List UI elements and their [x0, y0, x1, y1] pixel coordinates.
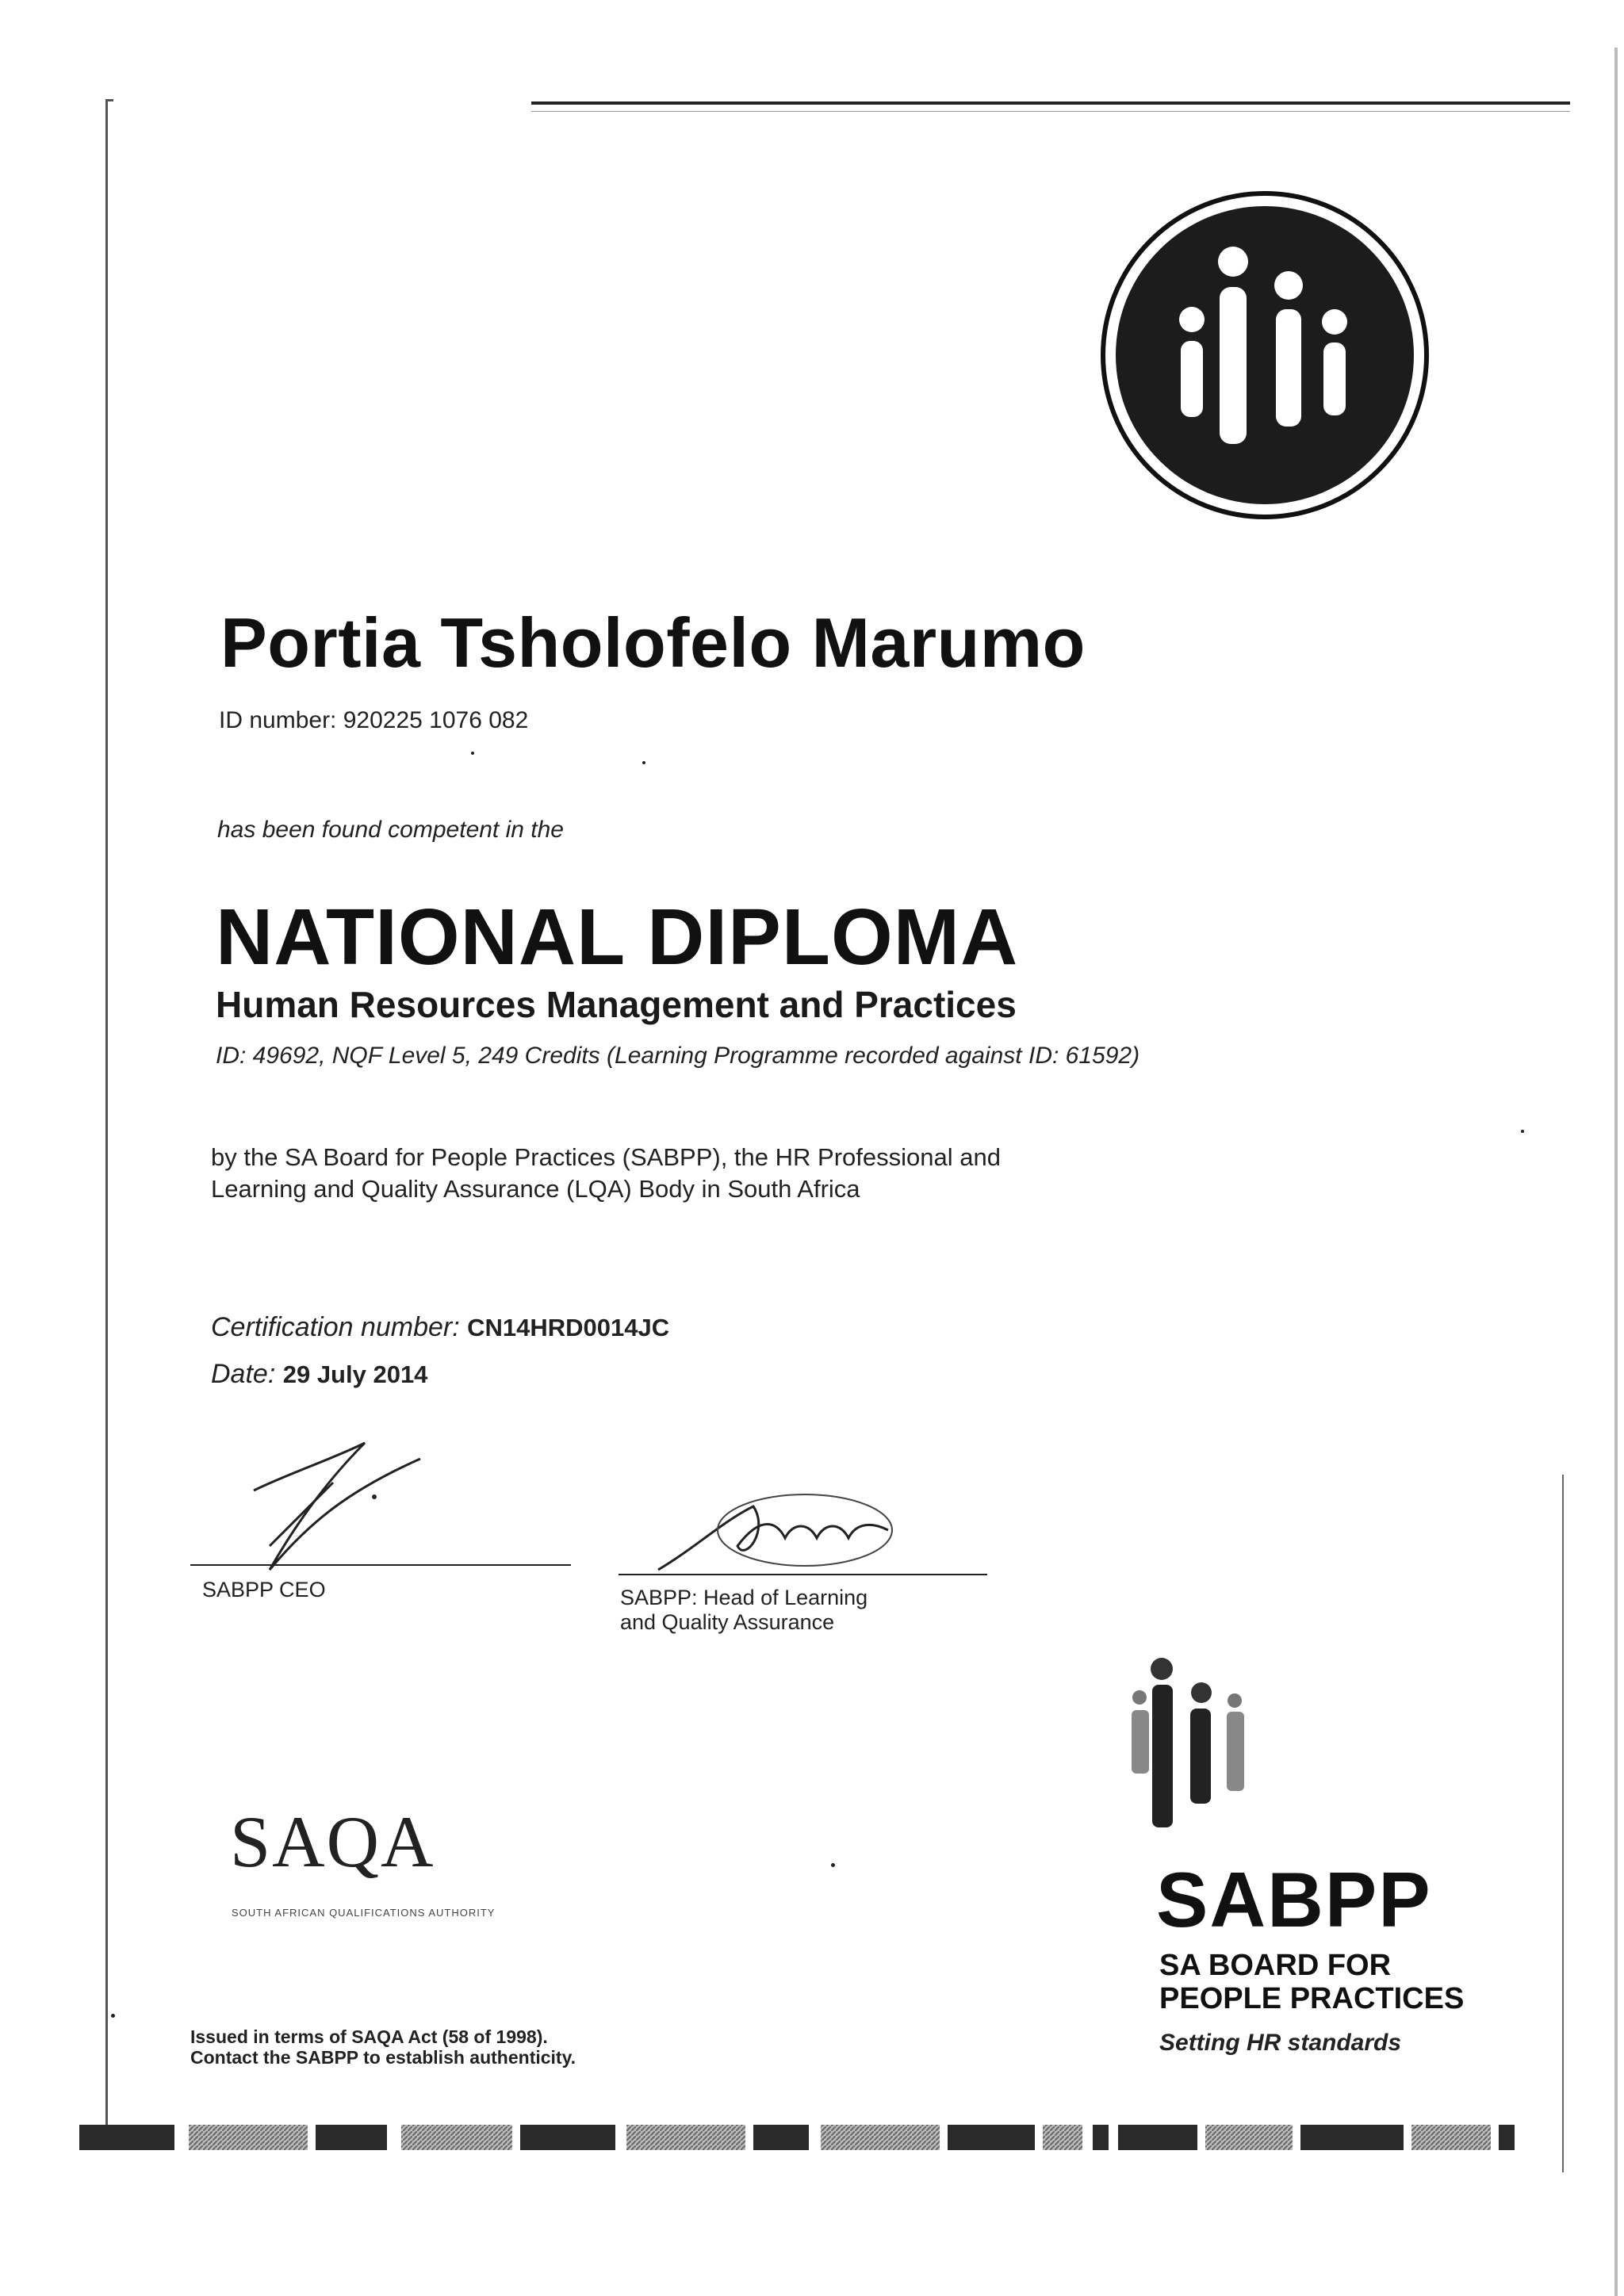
saqa-logo-subtitle: SOUTH AFRICAN QUALIFICATIONS AUTHORITY — [232, 1907, 496, 1919]
saqa-logo-text: SAQA — [230, 1801, 435, 1882]
lqa-head-signature-label — [620, 1586, 868, 1635]
certification-block — [211, 1304, 669, 1398]
sabpp-tagline: Setting HR standards — [1159, 2030, 1402, 2056]
scan-speck — [111, 2014, 115, 2018]
sabpp-wordmark: SABPP — [1156, 1856, 1432, 1943]
awarding-body-line2: Learning and Quality Assurance (LQA) Body in South Africa — [211, 1175, 860, 1203]
recipient-id-number: ID number: 920225 1076 082 — [219, 707, 529, 733]
certification-date-row — [211, 1351, 669, 1398]
scan-frame-top-shadow — [531, 111, 1570, 112]
sabpp-board-line1: SA BOARD FOR — [1159, 1949, 1392, 1982]
security-strip — [79, 2122, 1515, 2153]
ceo-signature-label: SABPP CEO — [202, 1578, 326, 1601]
scan-frame-left — [105, 99, 108, 2137]
awarding-body-line1: by the SA Board for People Practices (SABPP), the HR Professional and — [211, 1143, 1001, 1171]
issued-note-line2: Contact the SABPP to establish authenticity. — [190, 2047, 576, 2068]
scan-frame-right — [1614, 48, 1618, 2296]
sabpp-figures-icon — [1122, 1653, 1265, 1843]
scan-frame-corner — [105, 99, 113, 101]
scan-speck — [831, 1863, 835, 1867]
competency-statement: has been found competent in the — [217, 817, 564, 843]
recipient-name: Portia Tsholofelo Marumo — [220, 603, 1086, 682]
scan-speck — [642, 761, 645, 764]
scan-speck — [1521, 1130, 1524, 1133]
qualification-subtitle: Human Resources Management and Practices — [216, 984, 1017, 1025]
scan-frame-right-inner — [1562, 1475, 1564, 2172]
issued-note — [190, 2026, 576, 2068]
certification-number-row — [211, 1304, 669, 1351]
certification-number-value: CN14HRD0014JC — [467, 1314, 670, 1341]
scan-speck — [471, 752, 474, 755]
lqa-head-label-line1: SABPP: Head of Learning — [620, 1586, 868, 1609]
awarding-body — [211, 1142, 1001, 1205]
issued-note-line1: Issued in terms of SAQA Act (58 of 1998). — [190, 2026, 548, 2047]
ceo-signature-line — [190, 1564, 571, 1566]
certification-date-label: Date: — [211, 1359, 276, 1389]
sabpp-board-line2: PEOPLE PRACTICES — [1159, 1982, 1465, 2015]
sabpp-board-name — [1159, 1949, 1464, 2015]
qualification-details: ID: 49692, NQF Level 5, 249 Credits (Learning Programme recorded against ID: 61592) — [216, 1043, 1140, 1069]
lqa-head-label-line2: and Quality Assurance — [620, 1610, 835, 1634]
qualification-title: NATIONAL DIPLOMA — [216, 893, 1019, 982]
lqa-head-signature-icon — [650, 1475, 920, 1586]
ceo-signature-icon — [238, 1427, 444, 1586]
sabpp-seal-icon — [1098, 189, 1431, 522]
certification-date-value: 29 July 2014 — [282, 1360, 428, 1388]
certification-number-label: Certification number: — [211, 1312, 460, 1342]
lqa-head-signature-line — [619, 1574, 987, 1575]
scan-frame-top — [531, 101, 1570, 105]
